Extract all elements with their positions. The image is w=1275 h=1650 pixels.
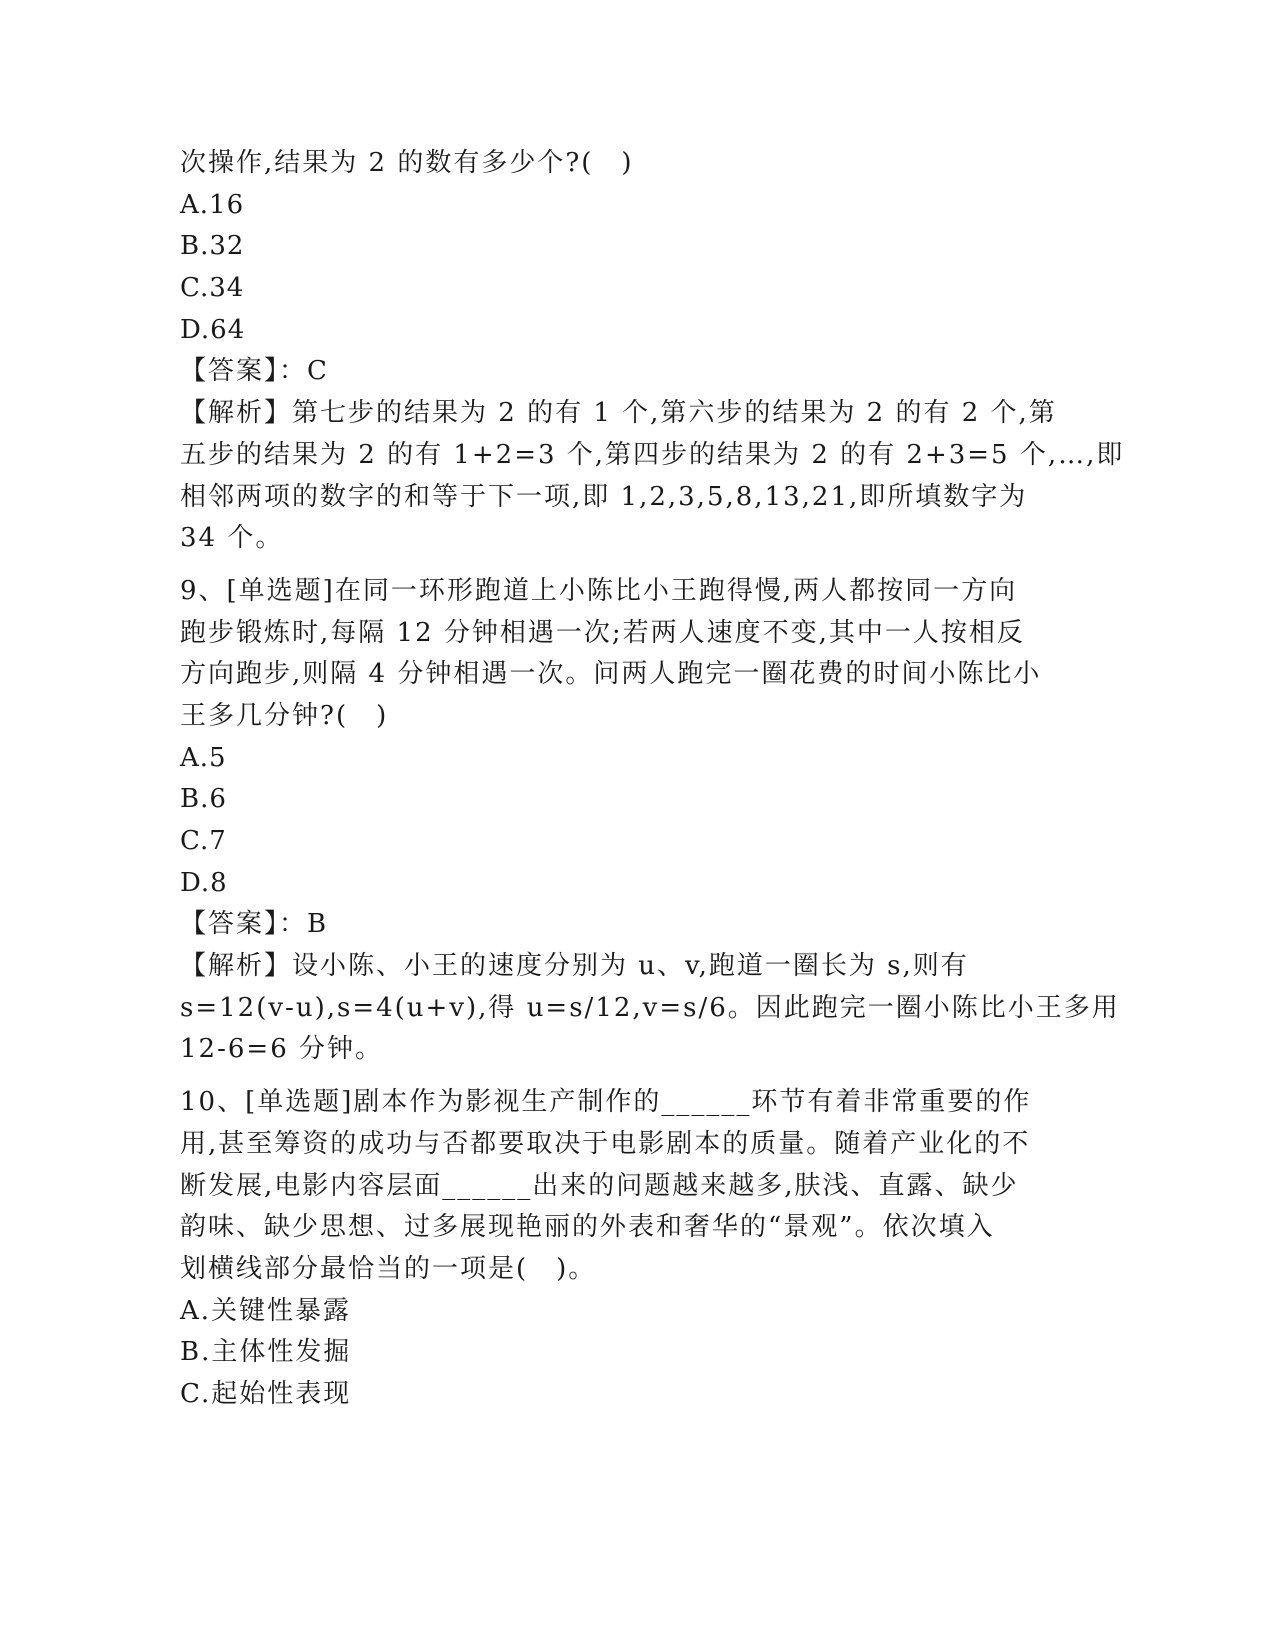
question-stem-line: 次操作,结果为 2 的数有多少个?( ) xyxy=(180,148,634,178)
option-b: B.32 xyxy=(180,231,245,262)
option-d: D.8 xyxy=(180,867,228,898)
question-8-tail xyxy=(180,143,1125,560)
question-10 xyxy=(180,1082,1060,1416)
analysis-line: 相邻两项的数字的和等于下一项,即 1,2,3,5,8,13,21,即所填数字为 xyxy=(180,481,1028,512)
option-c: C.起始性表现 xyxy=(180,1378,352,1409)
option-c: C.7 xyxy=(180,826,227,856)
question-stem-line: 方向跑步,则隔 4 分钟相遇一次。问两人跑完一圈花费的时间小陈比小 xyxy=(180,659,1042,690)
analysis-line: 34 个。 xyxy=(180,523,284,554)
analysis-line: 【解析】设小陈、小王的速度分别为 u、v,跑道一圈长为 s,则有 xyxy=(180,951,969,982)
option-a: A.5 xyxy=(180,742,227,773)
analysis-line: 12-6=6 分钟。 xyxy=(180,1034,384,1065)
question-stem-line: 跑步锻炼时,每隔 12 分钟相遇一次;若两人速度不变,其中一人按相反 xyxy=(180,617,1025,648)
option-d: D.64 xyxy=(180,314,246,345)
answer-line: 【答案】：B xyxy=(180,909,329,940)
question-stem-line: 王多几分钟?( ) xyxy=(180,700,389,731)
question-stem-line: 划横线部分最恰当的一项是( )。 xyxy=(180,1253,597,1284)
option-b: B.主体性发掘 xyxy=(180,1337,352,1368)
question-stem-line: 9、[单选题]在同一环形跑道上小陈比小王跑得慢,两人都按同一方向 xyxy=(180,575,1018,606)
question-stem-line: 10、[单选题]剧本作为影视生产制作的______环节有着非常重要的作 xyxy=(180,1087,1032,1118)
document-page xyxy=(180,143,1125,1416)
analysis-line: 【解析】第七步的结果为 2 的有 1 个,第六步的结果为 2 的有 2 个,第 xyxy=(180,398,1057,429)
option-a: A.16 xyxy=(180,189,245,220)
option-c: C.34 xyxy=(180,273,245,304)
question-stem-line: 断发展,电影内容层面______出来的问题越来越多,肤浅、直露、缺少 xyxy=(180,1170,1019,1201)
analysis-line: s=12(v-u),s=4(u+v),得 u=s/12,v=s/6。因此跑完一圈小陈比小王多用 xyxy=(180,992,1120,1023)
question-stem-line: 用,甚至筹资的成功与否都要取决于电影剧本的质量。随着产业化的不 xyxy=(180,1128,1031,1159)
option-b: B.6 xyxy=(180,784,227,815)
question-stem-line: 韵味、缺少思想、过多展现艳丽的外表和奢华的“景观”。依次填入 xyxy=(180,1212,995,1243)
answer-line: 【答案】：C xyxy=(180,356,329,387)
option-a: A.关键性暴露 xyxy=(180,1295,352,1326)
analysis-line: 五步的结果为 2 的有 1+2=3 个,第四步的结果为 2 的有 2+3=5 个,…,即 xyxy=(180,439,1125,470)
question-9 xyxy=(180,571,1120,1071)
